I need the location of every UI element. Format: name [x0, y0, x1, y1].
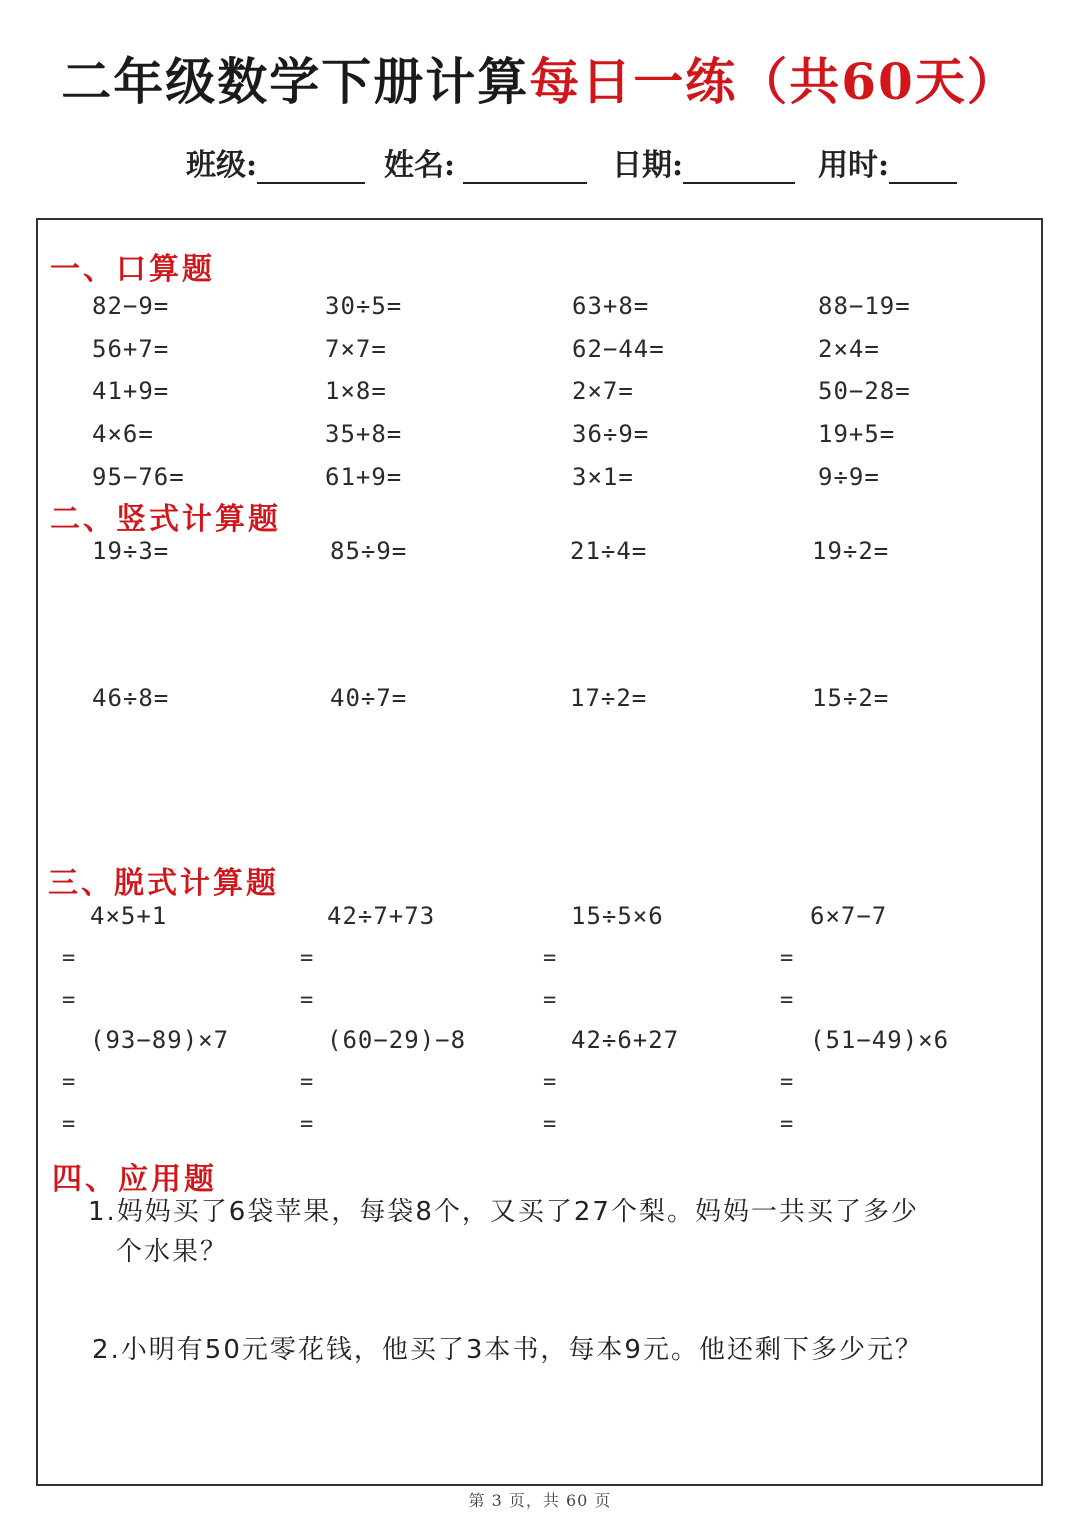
name-blank	[463, 150, 587, 184]
time-blank	[889, 150, 957, 184]
word-problem-1-line2: 个水果？	[116, 1237, 229, 1267]
worksheet-frame	[36, 218, 1043, 1486]
class-label: 班级:	[186, 148, 258, 183]
oral-problem: 35+8=	[325, 420, 403, 448]
equals-sign: =	[62, 946, 76, 971]
equals-sign: =	[780, 988, 794, 1013]
oral-problem: 61+9=	[325, 463, 403, 491]
word-problem-2: 2.小明有50元零花钱，他买了3本书，每本9元。他还剩下多少元？	[92, 1335, 923, 1365]
section3-title: 三、脱式计算题	[48, 866, 279, 901]
oral-problem: 3×1=	[572, 463, 634, 491]
vertical-problem: 85÷9=	[330, 537, 408, 565]
name-field	[384, 140, 587, 184]
vertical-problem: 15÷2=	[812, 684, 890, 712]
step-problem: (93−89)×7	[90, 1026, 230, 1054]
oral-problem: 62−44=	[572, 335, 665, 363]
oral-problem: 4×6=	[92, 420, 154, 448]
oral-problem: 50−28=	[818, 377, 911, 405]
title-highlight: 每日一练（共60天）	[529, 52, 1019, 111]
equals-sign: =	[543, 946, 557, 971]
step-problem: 42÷6+27	[571, 1026, 680, 1054]
step-problem: 15÷5×6	[571, 902, 664, 930]
oral-problem: 95−76=	[92, 463, 185, 491]
equals-sign: =	[300, 1112, 314, 1137]
oral-problem: 30÷5=	[325, 292, 403, 320]
step-problem: 4×5+1	[90, 902, 168, 930]
step-problem: 42÷7+73	[327, 902, 436, 930]
step-problem: (60−29)−8	[327, 1026, 467, 1054]
vertical-problem: 40÷7=	[330, 684, 408, 712]
title-main: 二年级数学下册计算	[61, 52, 530, 111]
vertical-problem: 19÷2=	[812, 537, 890, 565]
equals-sign: =	[543, 988, 557, 1013]
oral-problem: 1×8=	[325, 377, 387, 405]
equals-sign: =	[62, 1112, 76, 1137]
class-field	[186, 140, 365, 184]
equals-sign: =	[300, 988, 314, 1013]
step-problem: (51−49)×6	[810, 1026, 950, 1054]
date-field	[612, 140, 795, 184]
class-blank	[257, 150, 365, 184]
oral-problem: 9÷9=	[818, 463, 880, 491]
section4-title: 四、应用题	[52, 1162, 217, 1197]
vertical-problem: 19÷3=	[92, 537, 170, 565]
oral-problem: 36÷9=	[572, 420, 650, 448]
section2-title: 二、竖式计算题	[50, 502, 281, 537]
equals-sign: =	[300, 1070, 314, 1095]
name-label: 姓名:	[384, 148, 456, 183]
equals-sign: =	[780, 1112, 794, 1137]
page-footer: 第 3 页，共 60 页	[468, 1491, 612, 1510]
oral-problem: 2×7=	[572, 377, 634, 405]
vertical-problem: 21÷4=	[570, 537, 648, 565]
equals-sign: =	[780, 1070, 794, 1095]
page-title	[0, 42, 1080, 114]
equals-sign: =	[62, 1070, 76, 1095]
equals-sign: =	[300, 946, 314, 971]
equals-sign: =	[543, 1112, 557, 1137]
word-problem-1-line1: 1.妈妈买了6袋苹果，每袋8个，又买了27个梨。妈妈一共买了多少	[88, 1197, 919, 1227]
section1-title: 一、口算题	[50, 252, 215, 287]
oral-problem: 2×4=	[818, 335, 880, 363]
equals-sign: =	[62, 988, 76, 1013]
time-field	[818, 140, 957, 184]
oral-problem: 82−9=	[92, 292, 170, 320]
equals-sign: =	[780, 946, 794, 971]
oral-problem: 56+7=	[92, 335, 170, 363]
oral-problem: 41+9=	[92, 377, 170, 405]
equals-sign: =	[543, 1070, 557, 1095]
step-problem: 6×7−7	[810, 902, 888, 930]
date-blank	[683, 150, 795, 184]
oral-problem: 63+8=	[572, 292, 650, 320]
oral-problem: 19+5=	[818, 420, 896, 448]
vertical-problem: 46÷8=	[92, 684, 170, 712]
vertical-problem: 17÷2=	[570, 684, 648, 712]
oral-problem: 88−19=	[818, 292, 911, 320]
date-label: 日期:	[612, 148, 684, 183]
time-label: 用时:	[818, 148, 890, 183]
oral-problem: 7×7=	[325, 335, 387, 363]
